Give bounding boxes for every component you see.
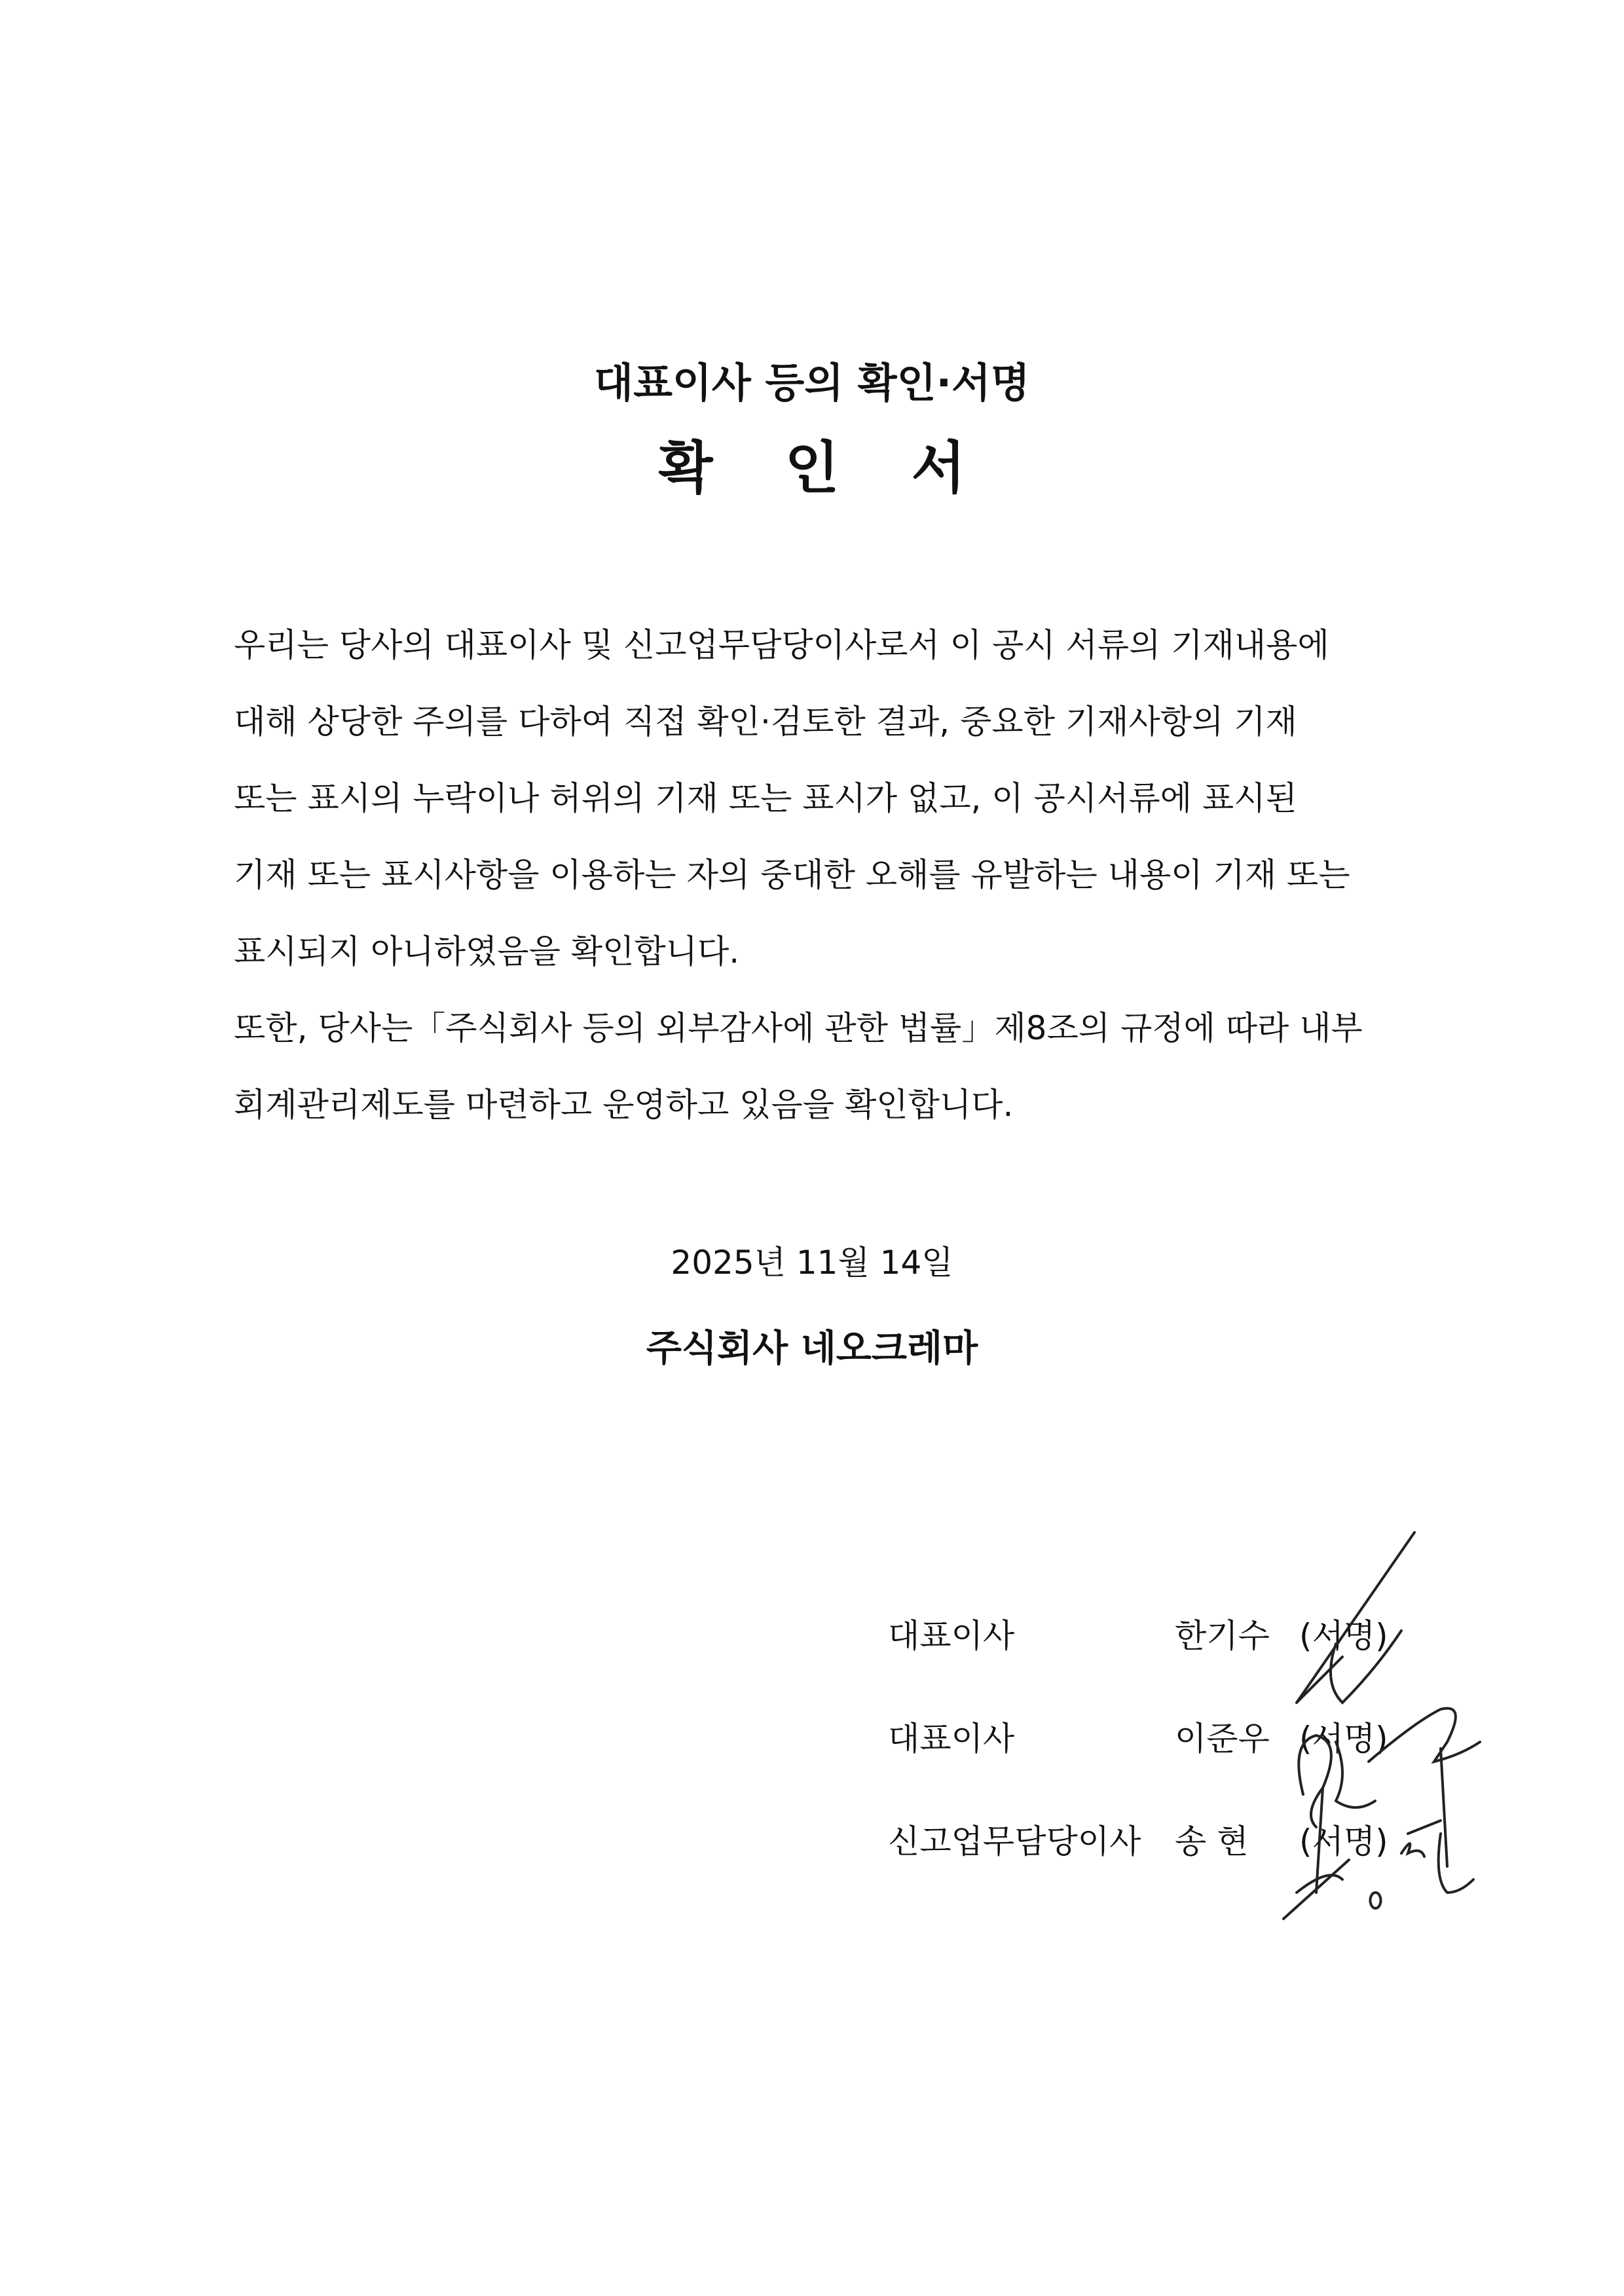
document-date: 2025년 11월 14일 — [671, 1244, 953, 1282]
body-line: 대해 상당한 주의를 다하여 직접 확인·검토한 결과, 중요한 기재사항의 기재 — [234, 703, 1297, 741]
body-line: 회계관리제도를 마련하고 운영하고 있음을 확인합니다. — [234, 1086, 1014, 1124]
document-heading: 대표이사 등의 확인·서명 — [594, 359, 1030, 407]
signature-1 — [1297, 1532, 1414, 1703]
body-line: 기재 또는 표시사항을 이용하는 자의 중대한 오해를 유발하는 내용이 기재 또는 — [234, 856, 1350, 894]
handwritten-signatures — [1244, 1526, 1545, 1932]
company-name: 주식회사 네오크레마 — [646, 1327, 978, 1370]
signature-mark: (서명) — [1299, 1823, 1388, 1861]
signatory-name: 한기수 — [1175, 1617, 1270, 1655]
signatory-name: 송 현 — [1175, 1823, 1249, 1861]
body-line: 또한, 당사는「주식회사 등의 외부감사에 관한 법률」제8조의 규정에 따라 내부 — [234, 1009, 1363, 1047]
signature-mark: (서명) — [1299, 1720, 1388, 1758]
body-line: 우리는 당사의 대표이사 및 신고업무담당이사로서 이 공시 서류의 기재내용에 — [234, 626, 1329, 664]
body-line: 또는 표시의 누락이나 허위의 기재 또는 표시가 없고, 이 공시서류에 표시된 — [234, 779, 1297, 817]
document-title: 확 인 서 — [658, 435, 992, 501]
body-line: 표시되지 아니하였음을 확인합니다. — [234, 933, 740, 971]
signatory-name: 이준우 — [1175, 1720, 1270, 1758]
signatory-role: 대표이사 — [888, 1720, 1015, 1758]
signatory-role: 신고업무담당이사 — [888, 1823, 1141, 1861]
signature-2 — [1299, 1709, 1480, 1893]
signatory-role: 대표이사 — [888, 1617, 1015, 1655]
signature-mark: (서명) — [1299, 1617, 1388, 1655]
